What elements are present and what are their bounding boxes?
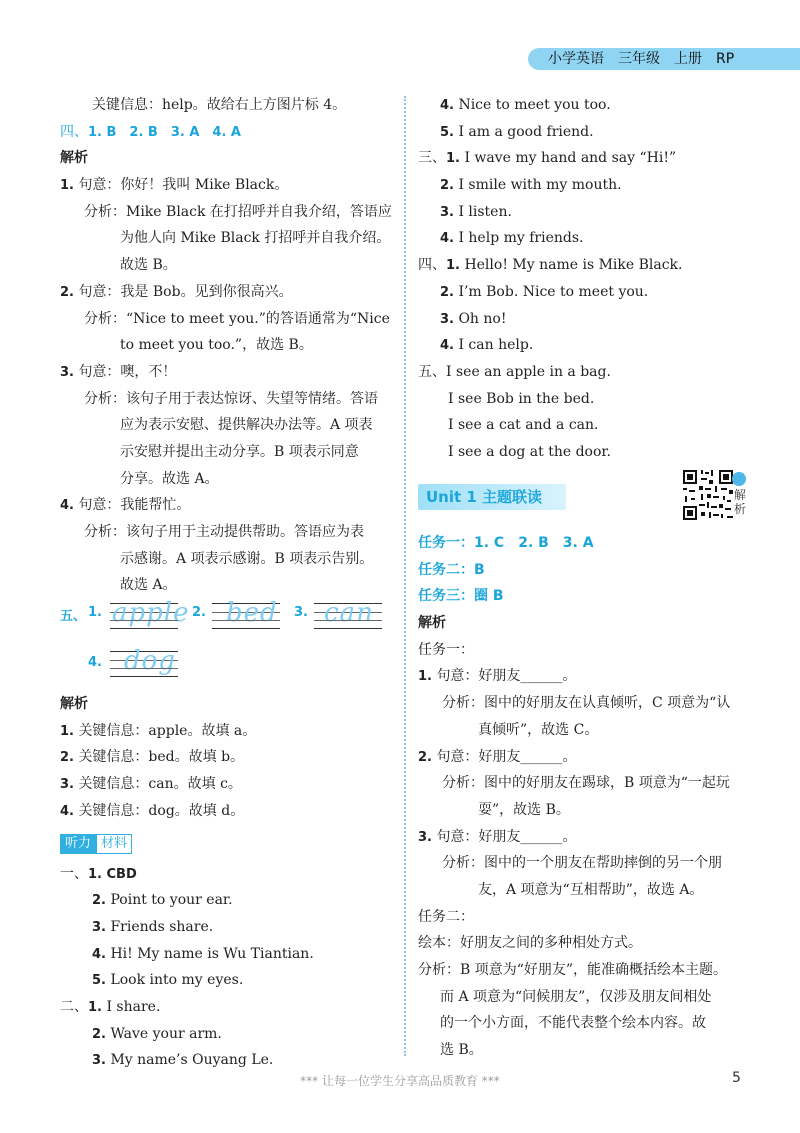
item-text: 1. CBD — [88, 866, 137, 882]
material-line — [418, 199, 763, 226]
item-text: Oh no! — [458, 310, 507, 327]
analysis-line: 耍”，故选 B。 — [478, 801, 570, 818]
writing-lines — [110, 598, 190, 629]
analysis-line: 真倾听”，故选 C。 — [478, 721, 599, 738]
key-line — [60, 718, 400, 745]
item-text: Hello! My name is Mike Black. — [464, 257, 683, 274]
item-text: I wave my hand and say “Hi!” — [464, 150, 677, 167]
writing-lines — [314, 598, 382, 629]
analysis-line: 故选 B。 — [120, 257, 177, 274]
item-text: I am a good friend. — [458, 123, 594, 140]
material-line — [418, 332, 763, 359]
item-text: 句意：好朋友______。 — [436, 668, 577, 685]
answers: 1. B 2. B 3. A 4. A — [88, 124, 241, 140]
tag-listening: 听力 — [60, 834, 96, 854]
analysis-line: 分享。故选 A。 — [120, 470, 219, 487]
material-4 — [418, 252, 763, 279]
footer-slogan: *** 让每一位学生分享高品质教育 *** — [300, 1074, 500, 1088]
analysis-line: 的一个小方面，不能代表整个绘本内容。故 — [440, 1015, 706, 1032]
material-line: I see a cat and a can. — [448, 417, 599, 434]
item-number: 4. — [440, 98, 454, 113]
item-number: 5. — [440, 124, 454, 140]
item-number: 5. — [92, 973, 106, 989]
item-2 — [60, 279, 400, 306]
item-number: 1. — [446, 151, 460, 167]
item-text: I’m Bob. Nice to meet you. — [458, 283, 649, 300]
item-text: Point to your ear. — [110, 892, 233, 909]
item-number: 4. — [60, 498, 74, 514]
item-2 — [418, 744, 763, 771]
item-text: 关键信息：apple。故填 a。 — [78, 722, 257, 739]
material-line — [60, 887, 400, 914]
item-text: My name’s Ouyang Le. — [110, 1052, 274, 1069]
analysis-heading: 解析 — [418, 615, 446, 632]
analysis-line: 分析：Mike Black 在打招呼并自我介绍，答语应 — [84, 203, 392, 220]
handwriting-row-2 — [60, 646, 400, 691]
item-number: 4. — [440, 231, 454, 247]
item-4 — [60, 492, 400, 519]
tag-material: 材料 — [96, 834, 132, 854]
handwriting-row-1 — [60, 599, 400, 655]
section-label: 五、 — [60, 609, 87, 625]
analysis-line: 分析：B 项意为“好朋友”，能准确概括绘本主题。 — [418, 962, 728, 978]
item-number: 4. — [60, 803, 74, 819]
handwritten-word: can — [324, 598, 374, 629]
writing-lines — [212, 598, 280, 629]
item-number: 3. — [440, 204, 454, 220]
material-line — [60, 1021, 400, 1048]
item-number: 4. — [88, 655, 102, 671]
item-number: 3. — [92, 1053, 106, 1069]
item-3 — [418, 824, 763, 851]
item-number: 2. — [60, 750, 74, 766]
item-text: 句意：噢，不！ — [78, 363, 177, 380]
item-number: 3. — [418, 829, 432, 845]
material-line — [60, 1047, 400, 1074]
material-3 — [418, 145, 763, 172]
item-text: I help my friends. — [458, 230, 584, 247]
section-label: 二、 — [60, 998, 88, 1015]
item-text: Hi! My name is Wu Tiantian. — [110, 945, 314, 962]
item-number: 3. — [60, 364, 74, 380]
item-number: 2. — [92, 893, 106, 909]
section-label: 五、 — [418, 363, 446, 380]
item-number: 3. — [440, 311, 454, 327]
analysis-line: 示安慰并提出主动分享。B 项表示同意 — [120, 443, 359, 460]
qr-label: 解析 — [734, 488, 747, 516]
handwritten-word: apple — [112, 598, 190, 629]
material-line — [418, 92, 763, 119]
item-number: 2. — [60, 284, 74, 300]
handwritten-word: dog — [124, 646, 176, 677]
analysis-line: 为他人向 Mike Black 打招呼并自我介绍。 — [120, 230, 391, 247]
item-number: 2. — [92, 1026, 106, 1042]
picture-book-line: 绘本：好朋友之间的多种相处方式。 — [418, 935, 642, 952]
material-2 — [60, 994, 400, 1021]
item-text: I share. — [106, 998, 161, 1015]
item-number: 1. — [88, 999, 102, 1015]
left-column — [60, 92, 400, 1074]
item-text: I see an apple in a bag. — [446, 363, 611, 380]
writing-lines — [110, 646, 178, 677]
item-number: 1. — [88, 605, 102, 621]
task-1-answers: 任务一：1. C 2. B 3. A — [418, 535, 594, 551]
item-number: 1. — [418, 669, 432, 685]
section-label: 三、 — [418, 150, 446, 167]
section-label: 四、 — [60, 123, 88, 140]
item-text: 句意：好朋友______。 — [436, 748, 577, 765]
play-badge-icon — [732, 472, 746, 486]
analysis-line: 分析：图中的好朋友在认真倾听，C 项意为“认 — [442, 695, 731, 712]
analysis-line: 选 B。 — [440, 1042, 483, 1059]
material-line — [60, 967, 400, 994]
right-column-lower — [418, 530, 763, 1064]
item-text: 关键信息：can。故填 c。 — [78, 776, 242, 793]
analysis-line: 应为表示安慰、提供解决办法等。A 项表 — [120, 417, 373, 434]
item-text: 句意：你好！我叫 Mike Black。 — [78, 177, 289, 194]
listening-tag — [60, 825, 400, 861]
material-line — [418, 172, 763, 199]
analysis-line: 分析：“Nice to meet you.”的答语通常为“Nice — [84, 310, 390, 327]
analysis-line: 而 A 项意为“问候朋友”，仅涉及朋友间相处 — [440, 988, 712, 1005]
section-label: 一、 — [60, 865, 88, 882]
material-line — [60, 914, 400, 941]
column-divider — [404, 96, 406, 1056]
material-line — [60, 941, 400, 968]
analysis-line: 分析：该句子用于表达惊讶、失望等情绪。答语 — [84, 390, 378, 407]
item-text: Friends share. — [110, 918, 214, 935]
item-text: 句意：我能帮忙。 — [78, 497, 191, 514]
item-text: Look into my eyes. — [110, 972, 244, 989]
material-line — [418, 119, 763, 146]
item-number: 2. — [418, 749, 432, 765]
header-label: 小学英语 三年级 上册 RP — [548, 51, 735, 67]
analysis-heading: 解析 — [60, 696, 88, 713]
analysis-line: 故选 A。 — [120, 577, 177, 594]
analysis-line: to meet you too.”，故选 B。 — [120, 337, 313, 354]
analysis-line: 分析：该句子用于主动提供帮助。答语应为表 — [84, 524, 364, 540]
item-number: 4. — [92, 946, 106, 962]
handwritten-word: bed — [226, 598, 278, 629]
item-number: 3. — [92, 919, 106, 935]
item-number: 2. — [440, 284, 454, 300]
key-line — [60, 798, 400, 825]
analysis-line: 示感谢。A 项表示感谢。B 项表示告别。 — [120, 550, 374, 567]
material-5 — [418, 359, 763, 386]
key-line — [60, 744, 400, 771]
analysis-line: 分析：图中的一个朋友在帮助摔倒的另一个朋 — [442, 855, 722, 872]
item-text: 关键信息：dog。故填 d。 — [78, 802, 245, 819]
page-number: 5 — [732, 1070, 741, 1086]
item-text: 句意：好朋友______。 — [436, 828, 577, 845]
item-number: 3. — [60, 777, 74, 793]
right-column — [418, 92, 763, 466]
item-text: Wave your arm. — [110, 1025, 222, 1042]
task-3-answers: 任务三：圈 B — [418, 588, 504, 605]
material-1 — [60, 861, 400, 888]
item-number: 1. — [60, 178, 74, 194]
analysis-line: 分析：图中的好朋友在踢球，B 项意为“一起玩 — [442, 775, 730, 792]
item-number: 2. — [192, 605, 206, 621]
analysis-heading: 解析 — [60, 150, 88, 167]
key-line — [60, 771, 400, 798]
item-text: I smile with my mouth. — [458, 177, 622, 194]
material-line — [418, 306, 763, 333]
item-text: I can help. — [458, 337, 534, 354]
material-line — [418, 225, 763, 252]
analysis-line: 友，A 项意为“互相帮助”，故选 A。 — [478, 881, 704, 898]
item-text: 关键信息：bed。故填 b。 — [78, 749, 245, 766]
task-1-label: 任务一： — [418, 641, 474, 658]
item-1 — [60, 172, 400, 199]
material-line — [418, 279, 763, 306]
material-line: I see a dog at the door. — [448, 443, 612, 460]
qr-code-icon — [683, 470, 733, 520]
item-3 — [60, 359, 400, 386]
task-2-label: 任务二： — [418, 908, 474, 925]
item-1 — [418, 663, 763, 690]
item-number: 1. — [60, 723, 74, 739]
item-number: 3. — [294, 605, 308, 621]
item-number: 2. — [440, 178, 454, 194]
text-line: 关键信息：help。故给右上方图片标 4。 — [92, 97, 347, 113]
section-4-answers — [60, 119, 400, 146]
item-text: I listen. — [458, 203, 512, 220]
unit-title: Unit 1 主题联读 — [426, 488, 543, 506]
item-number: 1. — [446, 258, 460, 274]
item-text: Nice to meet you too. — [458, 97, 611, 113]
section-label: 四、 — [418, 257, 446, 274]
item-text: 句意：我是 Bob。见到你很高兴。 — [78, 283, 293, 300]
task-2-answers: 任务二：B — [418, 561, 485, 578]
material-line: I see Bob in the bed. — [448, 390, 595, 407]
item-number: 4. — [440, 338, 454, 354]
